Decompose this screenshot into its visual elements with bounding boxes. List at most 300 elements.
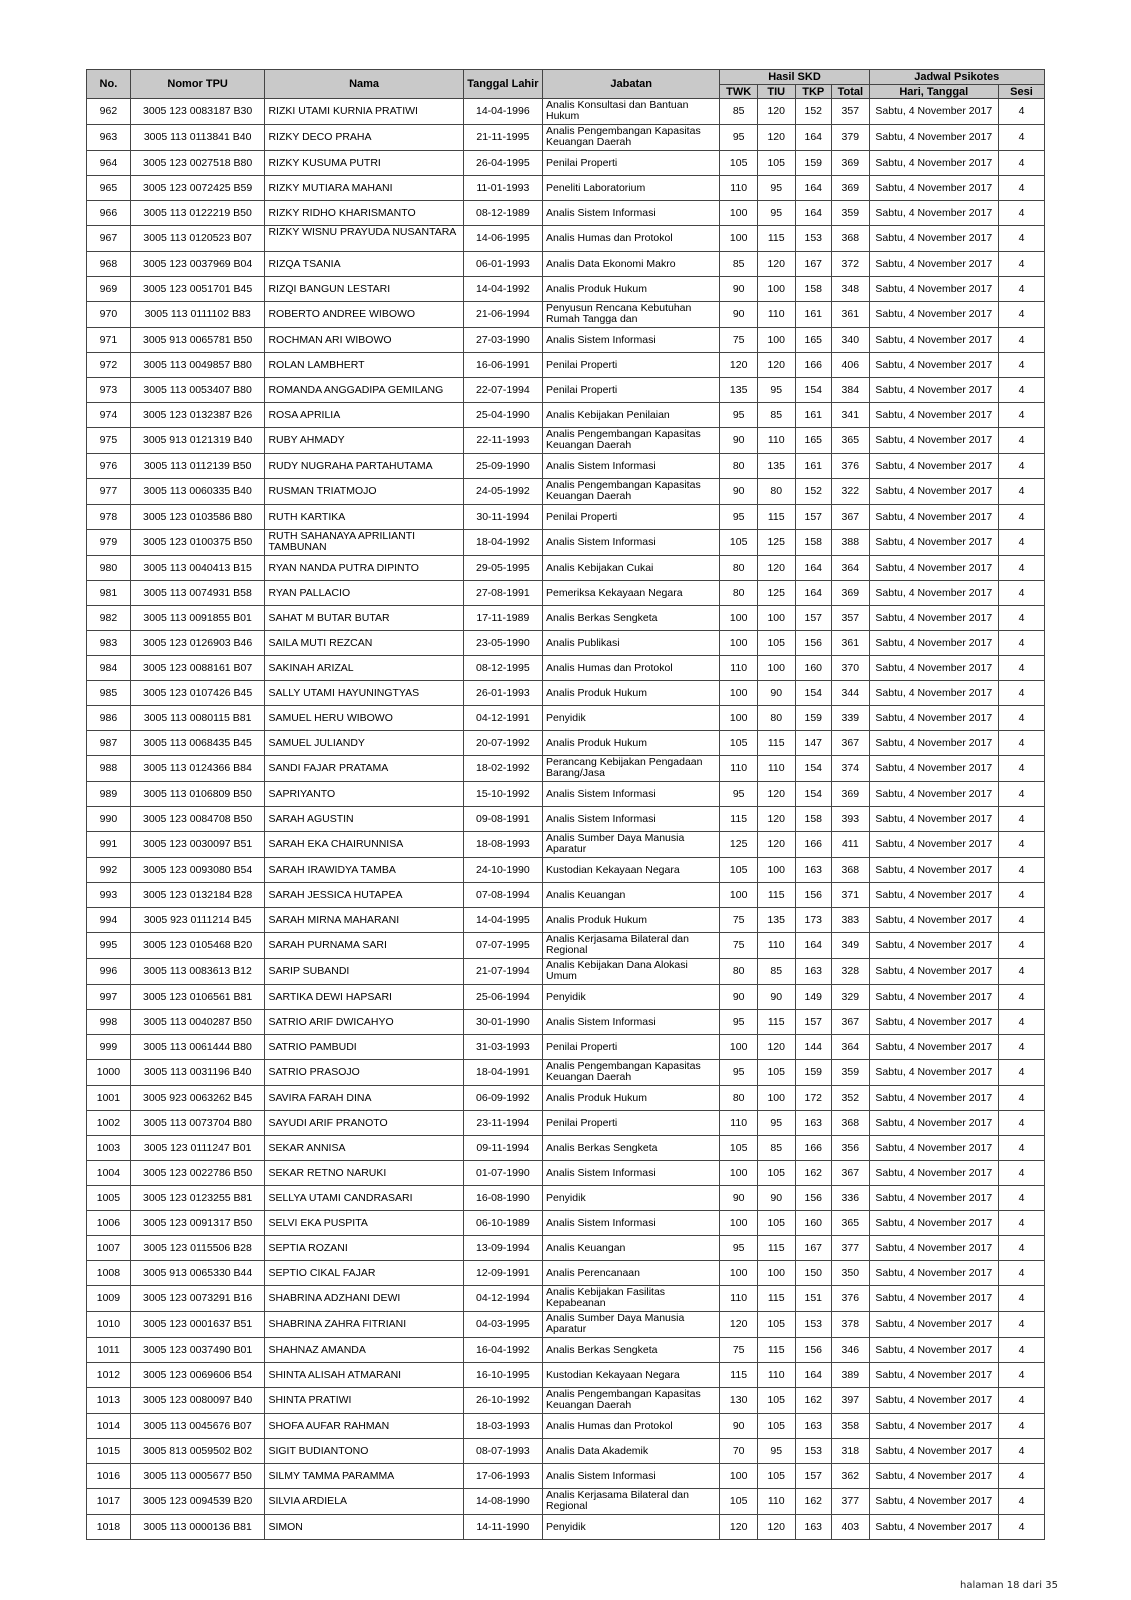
cell-tanggal-lahir: 14-08-1990 xyxy=(463,1489,542,1515)
cell-no: 1002 xyxy=(87,1111,131,1136)
cell-hari-tanggal: Sabtu, 4 November 2017 xyxy=(869,832,998,858)
cell-no: 998 xyxy=(87,1010,131,1035)
table-row xyxy=(87,731,1045,756)
cell-tkp: 163 xyxy=(795,858,832,883)
cell-jabatan: Penilai Properti xyxy=(543,1111,720,1136)
cell-nomor-tpu: 3005 113 0045676 B07 xyxy=(130,1414,265,1439)
cell-nomor-tpu: 3005 123 0100375 B50 xyxy=(130,530,265,556)
table-row xyxy=(87,1035,1045,1060)
cell-tkp: 153 xyxy=(795,1312,832,1338)
cell-tkp: 164 xyxy=(795,1363,832,1388)
cell-tkp: 156 xyxy=(795,1186,832,1211)
cell-nomor-tpu: 3005 123 0027518 B80 xyxy=(130,151,265,176)
cell-nama: SAMUEL JULIANDY xyxy=(265,731,463,756)
cell-hari-tanggal: Sabtu, 4 November 2017 xyxy=(869,302,998,328)
table-row xyxy=(87,226,1045,252)
cell-no: 1012 xyxy=(87,1363,131,1388)
cell-no: 987 xyxy=(87,731,131,756)
cell-nomor-tpu: 3005 123 0084708 B50 xyxy=(130,807,265,832)
cell-no: 986 xyxy=(87,706,131,731)
cell-tiu: 115 xyxy=(757,505,795,530)
table-row xyxy=(87,908,1045,933)
cell-no: 996 xyxy=(87,959,131,985)
cell-tkp: 162 xyxy=(795,1388,832,1414)
cell-hari-tanggal: Sabtu, 4 November 2017 xyxy=(869,681,998,706)
cell-tanggal-lahir: 18-03-1993 xyxy=(463,1414,542,1439)
cell-hari-tanggal: Sabtu, 4 November 2017 xyxy=(869,1136,998,1161)
cell-nama: ROMANDA ANGGADIPA GEMILANG xyxy=(265,378,463,403)
cell-nomor-tpu: 3005 813 0059502 B02 xyxy=(130,1439,265,1464)
cell-no: 979 xyxy=(87,530,131,556)
cell-nama: RUSMAN TRIATMOJO xyxy=(265,479,463,505)
cell-tiu: 115 xyxy=(757,1236,795,1261)
cell-tkp: 164 xyxy=(795,201,832,226)
table-row xyxy=(87,1464,1045,1489)
cell-tiu: 100 xyxy=(757,858,795,883)
cell-total: 328 xyxy=(832,959,870,985)
cell-tkp: 157 xyxy=(795,505,832,530)
cell-total: 379 xyxy=(832,125,870,151)
cell-no: 972 xyxy=(87,353,131,378)
cell-sesi: 4 xyxy=(999,328,1045,353)
cell-sesi: 4 xyxy=(999,731,1045,756)
cell-tanggal-lahir: 07-08-1994 xyxy=(463,883,542,908)
cell-tkp: 153 xyxy=(795,1439,832,1464)
table-row xyxy=(87,1086,1045,1111)
cell-tanggal-lahir: 21-06-1994 xyxy=(463,302,542,328)
cell-hari-tanggal: Sabtu, 4 November 2017 xyxy=(869,353,998,378)
cell-tiu: 120 xyxy=(757,125,795,151)
table-row xyxy=(87,581,1045,606)
cell-sesi: 4 xyxy=(999,1464,1045,1489)
cell-tanggal-lahir: 20-07-1992 xyxy=(463,731,542,756)
cell-no: 992 xyxy=(87,858,131,883)
cell-total: 364 xyxy=(832,1035,870,1060)
cell-jabatan: Pemeriksa Kekayaan Negara xyxy=(543,581,720,606)
cell-sesi: 4 xyxy=(999,1211,1045,1236)
cell-nama: SAPRIYANTO xyxy=(265,782,463,807)
cell-hari-tanggal: Sabtu, 4 November 2017 xyxy=(869,959,998,985)
cell-total: 368 xyxy=(832,858,870,883)
cell-sesi: 4 xyxy=(999,151,1045,176)
cell-tiu: 105 xyxy=(757,151,795,176)
cell-hari-tanggal: Sabtu, 4 November 2017 xyxy=(869,1464,998,1489)
cell-tanggal-lahir: 08-12-1989 xyxy=(463,201,542,226)
cell-nomor-tpu: 3005 123 0111247 B01 xyxy=(130,1136,265,1161)
cell-tkp: 157 xyxy=(795,1464,832,1489)
cell-no: 970 xyxy=(87,302,131,328)
cell-twk: 80 xyxy=(720,556,758,581)
cell-sesi: 4 xyxy=(999,252,1045,277)
cell-total: 329 xyxy=(832,985,870,1010)
cell-total: 374 xyxy=(832,756,870,782)
cell-nama: SEPTIA ROZANI xyxy=(265,1236,463,1261)
table-row xyxy=(87,1161,1045,1186)
cell-jabatan: Analis Kebijakan Dana Alokasi Umum xyxy=(543,959,720,985)
cell-tkp: 163 xyxy=(795,1111,832,1136)
cell-tiu: 125 xyxy=(757,581,795,606)
cell-nomor-tpu: 3005 113 0112139 B50 xyxy=(130,454,265,479)
cell-no: 1010 xyxy=(87,1312,131,1338)
table-row xyxy=(87,807,1045,832)
cell-jabatan: Analis Kerjasama Bilateral dan Regional xyxy=(543,933,720,959)
cell-sesi: 4 xyxy=(999,1035,1045,1060)
cell-nomor-tpu: 3005 113 0061444 B80 xyxy=(130,1035,265,1060)
cell-sesi: 4 xyxy=(999,226,1045,252)
cell-nomor-tpu: 3005 123 0123255 B81 xyxy=(130,1186,265,1211)
cell-tkp: 147 xyxy=(795,731,832,756)
cell-no: 1008 xyxy=(87,1261,131,1286)
cell-tiu: 115 xyxy=(757,226,795,252)
cell-nama: SATRIO PRASOJO xyxy=(265,1060,463,1086)
cell-tkp: 154 xyxy=(795,681,832,706)
table-row xyxy=(87,756,1045,782)
cell-total: 361 xyxy=(832,302,870,328)
cell-nama: SAMUEL HERU WIBOWO xyxy=(265,706,463,731)
cell-twk: 100 xyxy=(720,1464,758,1489)
cell-tkp: 159 xyxy=(795,706,832,731)
cell-tkp: 154 xyxy=(795,378,832,403)
cell-total: 350 xyxy=(832,1261,870,1286)
cell-nomor-tpu: 3005 123 0022786 B50 xyxy=(130,1161,265,1186)
cell-nama: RIZKY KUSUMA PUTRI xyxy=(265,151,463,176)
cell-nama: ROLAN LAMBHERT xyxy=(265,353,463,378)
cell-tkp: 161 xyxy=(795,454,832,479)
cell-twk: 85 xyxy=(720,99,758,125)
cell-tiu: 95 xyxy=(757,1439,795,1464)
cell-jabatan: Analis Konsultasi dan Bantuan Hukum xyxy=(543,99,720,125)
cell-tiu: 115 xyxy=(757,1010,795,1035)
cell-twk: 80 xyxy=(720,959,758,985)
cell-tanggal-lahir: 11-01-1993 xyxy=(463,176,542,201)
cell-total: 352 xyxy=(832,1086,870,1111)
cell-jabatan: Analis Pengembangan Kapasitas Keuangan Daerah xyxy=(543,1388,720,1414)
cell-tiu: 120 xyxy=(757,832,795,858)
cell-sesi: 4 xyxy=(999,1338,1045,1363)
cell-hari-tanggal: Sabtu, 4 November 2017 xyxy=(869,782,998,807)
cell-tiu: 100 xyxy=(757,1261,795,1286)
cell-twk: 75 xyxy=(720,1338,758,1363)
cell-jabatan: Analis Pengembangan Kapasitas Keuangan Daerah xyxy=(543,125,720,151)
cell-twk: 90 xyxy=(720,479,758,505)
cell-nomor-tpu: 3005 913 0065781 B50 xyxy=(130,328,265,353)
cell-tanggal-lahir: 24-10-1990 xyxy=(463,858,542,883)
table-header xyxy=(87,70,1045,99)
cell-total: 358 xyxy=(832,1414,870,1439)
cell-tiu: 120 xyxy=(757,1035,795,1060)
col-no-header: No. xyxy=(87,70,131,99)
cell-sesi: 4 xyxy=(999,883,1045,908)
cell-hari-tanggal: Sabtu, 4 November 2017 xyxy=(869,985,998,1010)
cell-total: 377 xyxy=(832,1489,870,1515)
cell-jabatan: Analis Sistem Informasi xyxy=(543,1211,720,1236)
col-nomor-tpu-header: Nomor TPU xyxy=(130,70,265,99)
cell-nomor-tpu: 3005 123 0103586 B80 xyxy=(130,505,265,530)
table-row xyxy=(87,454,1045,479)
table-row xyxy=(87,933,1045,959)
cell-tkp: 156 xyxy=(795,631,832,656)
cell-jabatan: Penilai Properti xyxy=(543,151,720,176)
cell-hari-tanggal: Sabtu, 4 November 2017 xyxy=(869,201,998,226)
cell-jabatan: Analis Kebijakan Penilaian xyxy=(543,403,720,428)
cell-nama: SEPTIO CIKAL FAJAR xyxy=(265,1261,463,1286)
cell-twk: 70 xyxy=(720,1439,758,1464)
cell-nama: RUTH KARTIKA xyxy=(265,505,463,530)
table-row xyxy=(87,631,1045,656)
col-tanggal-lahir-header: Tanggal Lahir xyxy=(463,70,542,99)
cell-tiu: 120 xyxy=(757,99,795,125)
cell-jabatan: Penilai Properti xyxy=(543,1035,720,1060)
cell-nama: SHINTA ALISAH ATMARANI xyxy=(265,1363,463,1388)
cell-twk: 95 xyxy=(720,1236,758,1261)
cell-jabatan: Analis Sistem Informasi xyxy=(543,328,720,353)
cell-sesi: 4 xyxy=(999,1111,1045,1136)
cell-nama: SILVIA ARDIELA xyxy=(265,1489,463,1515)
cell-sesi: 4 xyxy=(999,1186,1045,1211)
cell-total: 393 xyxy=(832,807,870,832)
cell-sesi: 4 xyxy=(999,125,1045,151)
cell-sesi: 4 xyxy=(999,454,1045,479)
cell-tkp: 163 xyxy=(795,1414,832,1439)
cell-twk: 130 xyxy=(720,1388,758,1414)
cell-hari-tanggal: Sabtu, 4 November 2017 xyxy=(869,99,998,125)
cell-no: 977 xyxy=(87,479,131,505)
cell-tiu: 115 xyxy=(757,1286,795,1312)
cell-hari-tanggal: Sabtu, 4 November 2017 xyxy=(869,1312,998,1338)
cell-tiu: 115 xyxy=(757,883,795,908)
table-row xyxy=(87,1439,1045,1464)
cell-sesi: 4 xyxy=(999,756,1045,782)
cell-jabatan: Analis Produk Hukum xyxy=(543,277,720,302)
cell-tkp: 165 xyxy=(795,428,832,454)
table-row xyxy=(87,1111,1045,1136)
cell-twk: 100 xyxy=(720,1035,758,1060)
cell-hari-tanggal: Sabtu, 4 November 2017 xyxy=(869,1261,998,1286)
cell-hari-tanggal: Sabtu, 4 November 2017 xyxy=(869,328,998,353)
cell-no: 973 xyxy=(87,378,131,403)
cell-nomor-tpu: 3005 113 0080115 B81 xyxy=(130,706,265,731)
cell-nama: SANDI FAJAR PRATAMA xyxy=(265,756,463,782)
cell-jabatan: Analis Sistem Informasi xyxy=(543,1010,720,1035)
cell-nama: RUBY AHMADY xyxy=(265,428,463,454)
cell-nomor-tpu: 3005 123 0093080 B54 xyxy=(130,858,265,883)
cell-tkp: 166 xyxy=(795,353,832,378)
cell-jabatan: Analis Produk Hukum xyxy=(543,731,720,756)
cell-jabatan: Peneliti Laboratorium xyxy=(543,176,720,201)
cell-tiu: 100 xyxy=(757,328,795,353)
cell-sesi: 4 xyxy=(999,403,1045,428)
cell-total: 376 xyxy=(832,1286,870,1312)
table-row xyxy=(87,556,1045,581)
cell-no: 1000 xyxy=(87,1060,131,1086)
results-sheet xyxy=(86,69,1045,1540)
table-row xyxy=(87,302,1045,328)
cell-total: 364 xyxy=(832,556,870,581)
cell-nama: SATRIO ARIF DWICAHYO xyxy=(265,1010,463,1035)
cell-twk: 75 xyxy=(720,908,758,933)
cell-tanggal-lahir: 31-03-1993 xyxy=(463,1035,542,1060)
cell-nama: SAKINAH ARIZAL xyxy=(265,656,463,681)
cell-nomor-tpu: 3005 113 0074931 B58 xyxy=(130,581,265,606)
cell-hari-tanggal: Sabtu, 4 November 2017 xyxy=(869,1515,998,1540)
cell-hari-tanggal: Sabtu, 4 November 2017 xyxy=(869,631,998,656)
cell-sesi: 4 xyxy=(999,277,1045,302)
cell-twk: 120 xyxy=(720,353,758,378)
cell-sesi: 4 xyxy=(999,581,1045,606)
cell-no: 966 xyxy=(87,201,131,226)
cell-total: 362 xyxy=(832,1464,870,1489)
cell-tkp: 164 xyxy=(795,125,832,151)
cell-nomor-tpu: 3005 123 0088161 B07 xyxy=(130,656,265,681)
cell-tiu: 110 xyxy=(757,756,795,782)
cell-total: 341 xyxy=(832,403,870,428)
cell-tiu: 85 xyxy=(757,403,795,428)
cell-tiu: 110 xyxy=(757,1363,795,1388)
table-row xyxy=(87,1010,1045,1035)
cell-nama: SILMY TAMMA PARAMMA xyxy=(265,1464,463,1489)
cell-hari-tanggal: Sabtu, 4 November 2017 xyxy=(869,479,998,505)
cell-no: 969 xyxy=(87,277,131,302)
cell-no: 994 xyxy=(87,908,131,933)
cell-no: 1003 xyxy=(87,1136,131,1161)
cell-tanggal-lahir: 16-08-1990 xyxy=(463,1186,542,1211)
cell-nama: SELVI EKA PUSPITA xyxy=(265,1211,463,1236)
cell-tanggal-lahir: 30-01-1990 xyxy=(463,1010,542,1035)
cell-jabatan: Analis Sistem Informasi xyxy=(543,530,720,556)
cell-sesi: 4 xyxy=(999,832,1045,858)
cell-jabatan: Analis Humas dan Protokol xyxy=(543,656,720,681)
cell-tkp: 156 xyxy=(795,1338,832,1363)
cell-tanggal-lahir: 21-11-1995 xyxy=(463,125,542,151)
cell-no: 976 xyxy=(87,454,131,479)
cell-tiu: 85 xyxy=(757,1136,795,1161)
cell-tkp: 163 xyxy=(795,959,832,985)
cell-sesi: 4 xyxy=(999,99,1045,125)
cell-hari-tanggal: Sabtu, 4 November 2017 xyxy=(869,176,998,201)
col-total-header: Total xyxy=(832,85,870,99)
cell-tkp: 149 xyxy=(795,985,832,1010)
cell-nama: SARAH JESSICA HUTAPEA xyxy=(265,883,463,908)
table-row xyxy=(87,782,1045,807)
cell-twk: 105 xyxy=(720,858,758,883)
cell-no: 963 xyxy=(87,125,131,151)
cell-twk: 90 xyxy=(720,428,758,454)
cell-no: 982 xyxy=(87,606,131,631)
cell-nomor-tpu: 3005 123 0105468 B20 xyxy=(130,933,265,959)
cell-total: 411 xyxy=(832,832,870,858)
cell-tanggal-lahir: 25-04-1990 xyxy=(463,403,542,428)
cell-tanggal-lahir: 13-09-1994 xyxy=(463,1236,542,1261)
cell-hari-tanggal: Sabtu, 4 November 2017 xyxy=(869,1111,998,1136)
cell-sesi: 4 xyxy=(999,1439,1045,1464)
cell-tanggal-lahir: 27-03-1990 xyxy=(463,328,542,353)
cell-nomor-tpu: 3005 113 0005677 B50 xyxy=(130,1464,265,1489)
cell-tkp: 150 xyxy=(795,1261,832,1286)
cell-twk: 110 xyxy=(720,1286,758,1312)
cell-hari-tanggal: Sabtu, 4 November 2017 xyxy=(869,530,998,556)
cell-tanggal-lahir: 17-11-1989 xyxy=(463,606,542,631)
cell-nama: RUDY NUGRAHA PARTAHUTAMA xyxy=(265,454,463,479)
cell-tanggal-lahir: 08-12-1995 xyxy=(463,656,542,681)
cell-tkp: 163 xyxy=(795,1515,832,1540)
cell-no: 974 xyxy=(87,403,131,428)
cell-tanggal-lahir: 12-09-1991 xyxy=(463,1261,542,1286)
table-row xyxy=(87,403,1045,428)
cell-nama: ROBERTO ANDREE WIBOWO xyxy=(265,302,463,328)
table-row xyxy=(87,1211,1045,1236)
cell-total: 369 xyxy=(832,176,870,201)
cell-nomor-tpu: 3005 113 0068435 B45 xyxy=(130,731,265,756)
cell-tanggal-lahir: 23-05-1990 xyxy=(463,631,542,656)
cell-tiu: 105 xyxy=(757,1388,795,1414)
cell-hari-tanggal: Sabtu, 4 November 2017 xyxy=(869,581,998,606)
cell-tkp: 157 xyxy=(795,606,832,631)
cell-total: 383 xyxy=(832,908,870,933)
cell-total: 367 xyxy=(832,1010,870,1035)
cell-nomor-tpu: 3005 123 0106561 B81 xyxy=(130,985,265,1010)
cell-tkp: 158 xyxy=(795,277,832,302)
cell-twk: 90 xyxy=(720,1414,758,1439)
table-row xyxy=(87,656,1045,681)
cell-hari-tanggal: Sabtu, 4 November 2017 xyxy=(869,1086,998,1111)
cell-tkp: 165 xyxy=(795,328,832,353)
cell-jabatan: Analis Produk Hukum xyxy=(543,908,720,933)
table-row xyxy=(87,505,1045,530)
cell-total: 349 xyxy=(832,933,870,959)
cell-nomor-tpu: 3005 123 0094539 B20 xyxy=(130,1489,265,1515)
cell-nama: RYAN NANDA PUTRA DIPINTO xyxy=(265,556,463,581)
cell-twk: 110 xyxy=(720,756,758,782)
cell-tkp: 161 xyxy=(795,302,832,328)
table-row xyxy=(87,328,1045,353)
cell-tiu: 110 xyxy=(757,933,795,959)
cell-nomor-tpu: 3005 123 0072425 B59 xyxy=(130,176,265,201)
cell-nama: SAVIRA FARAH DINA xyxy=(265,1086,463,1111)
cell-jabatan: Analis Berkas Sengketa xyxy=(543,1136,720,1161)
cell-tiu: 120 xyxy=(757,556,795,581)
cell-hari-tanggal: Sabtu, 4 November 2017 xyxy=(869,1363,998,1388)
table-row xyxy=(87,1236,1045,1261)
cell-tiu: 120 xyxy=(757,353,795,378)
cell-tkp: 151 xyxy=(795,1286,832,1312)
cell-tanggal-lahir: 09-08-1991 xyxy=(463,807,542,832)
cell-tiu: 125 xyxy=(757,530,795,556)
cell-jabatan: Analis Publikasi xyxy=(543,631,720,656)
cell-tiu: 120 xyxy=(757,782,795,807)
table-row xyxy=(87,99,1045,125)
table-row xyxy=(87,959,1045,985)
cell-tkp: 159 xyxy=(795,1060,832,1086)
cell-total: 372 xyxy=(832,252,870,277)
cell-tiu: 110 xyxy=(757,1489,795,1515)
cell-hari-tanggal: Sabtu, 4 November 2017 xyxy=(869,378,998,403)
table-row xyxy=(87,1414,1045,1439)
cell-sesi: 4 xyxy=(999,1363,1045,1388)
cell-nomor-tpu: 3005 123 0080097 B40 xyxy=(130,1388,265,1414)
cell-jabatan: Penilai Properti xyxy=(543,378,720,403)
col-tiu-header: TIU xyxy=(757,85,795,99)
cell-total: 389 xyxy=(832,1363,870,1388)
cell-no: 991 xyxy=(87,832,131,858)
cell-tkp: 166 xyxy=(795,1136,832,1161)
table-row xyxy=(87,832,1045,858)
cell-tkp: 158 xyxy=(795,530,832,556)
cell-nomor-tpu: 3005 123 0083187 B30 xyxy=(130,99,265,125)
table-row xyxy=(87,1515,1045,1540)
cell-tiu: 95 xyxy=(757,176,795,201)
cell-no: 1001 xyxy=(87,1086,131,1111)
cell-total: 361 xyxy=(832,631,870,656)
